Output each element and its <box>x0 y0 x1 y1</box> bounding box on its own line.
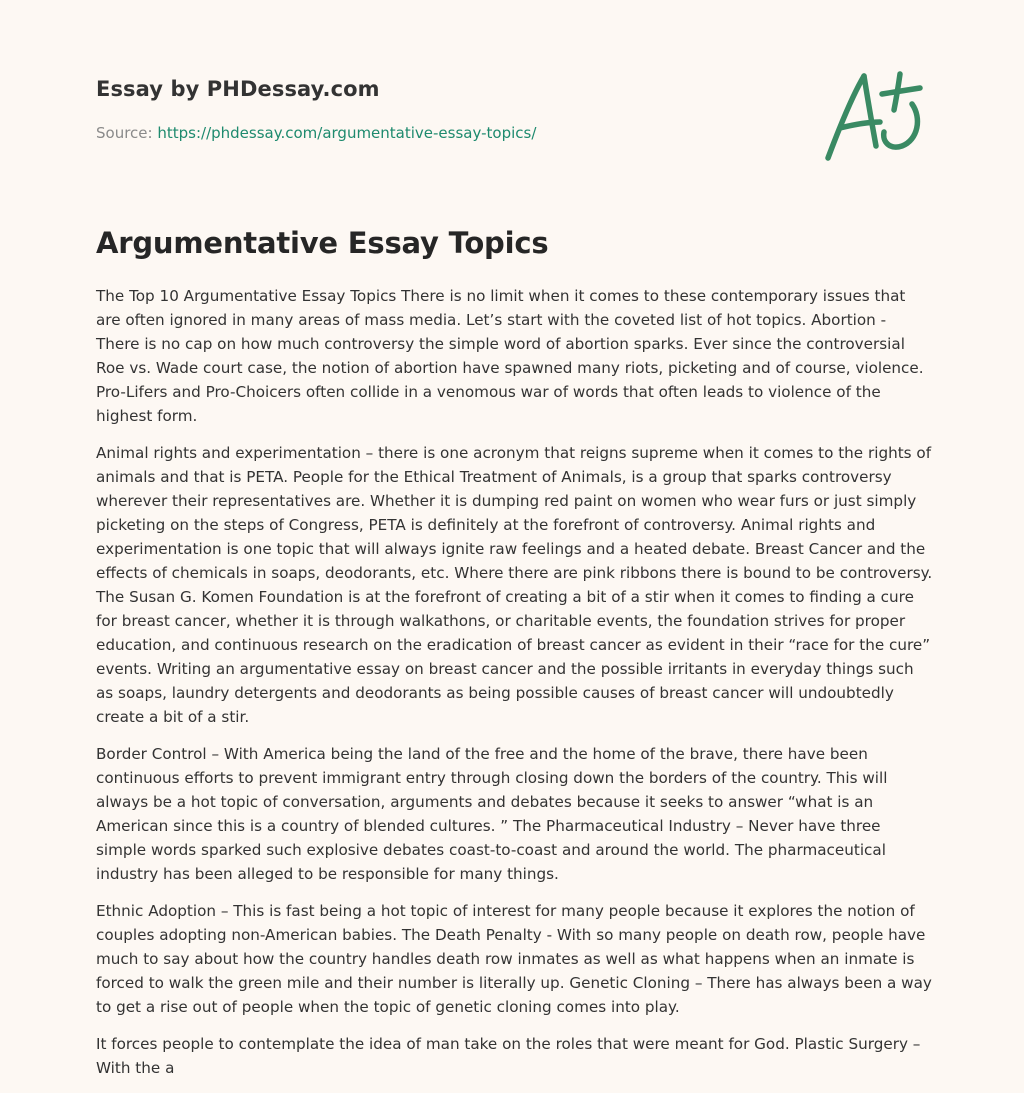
source-link[interactable]: https://phdessay.com/argumentative-essay-topics/ <box>157 124 537 142</box>
essay-paragraph: Ethnic Adoption – This is fast being a hot topic of interest for many people because it explores the notion of couples adopting non-American babies. The Death Penalty - With so many people on death row, people have much to say about how the country handles death row inmates as well as what happens when an inmate is forced to walk the green mile and their number is literally up. Genetic Cloning – There has always been a way to get a rise out of people when the topic of genetic cloning comes into play. <box>96 902 932 1016</box>
essay-paragraph: It forces people to contemplate the idea of man take on the roles that were meant for God. Plastic Surgery – With the a <box>96 1035 921 1077</box>
site-brand-title: Essay by PHDessay.com <box>96 77 380 101</box>
essay-paragraph: The Top 10 Argumentative Essay Topics There is no limit when it comes to these contemporary issues that are often ignored in many areas of mass media. Let’s start with the coveted list of hot topics. Abortion - There is no cap on how much controversy the simple word of abortion sparks. Ever since the controversial Roe vs. Wade court case, the notion of abortion have spawned many riots, picketing and of course, violence. Pro-Lifers and Pro-Choicers often collide in a venomous war of words that often leads to violence of the highest form. <box>96 287 924 425</box>
essay-title: Argumentative Essay Topics <box>96 226 549 260</box>
essay-paragraph: Border Control – With America being the land of the free and the home of the brave, there have been continuous efforts to prevent immigrant entry through closing down the borders of the country. This will always be a hot topic of conversation, arguments and debates because it seeks to answer “what is an American since this is a country of blended cultures. ” The Pharmaceutical Industry – Never have three simple words sparked such explosive debates coast-to-coast and around the world. The pharmaceutical industry has been alleged to be responsible for many things. <box>96 745 888 883</box>
source-label: Source: <box>96 124 153 142</box>
a-plus-grade-logo-icon <box>818 66 930 166</box>
essay-body <box>96 284 934 1093</box>
essay-paragraph: Animal rights and experimentation – there is one acronym that reigns supreme when it comes to the rights of animals and that is PETA. People for the Ethical Treatment of Animals, is a group that sparks controversy wherever their representatives are. Whether it is dumping red paint on women who wear furs or just simply picketing on the steps of Congress, PETA is definitely at the forefront of controversy. Animal rights and experimentation is one topic that will always ignite raw feelings and a heated debate. Breast Cancer and the effects of chemicals in soaps, deodorants, etc. Where there are pink ribbons there is bound to be controversy. The Susan G. Komen Foundation is at the forefront of creating a bit of a stir when it comes to finding a cure for breast cancer, whether it is through walkathons, or charitable events, the foundation strives for proper education, and continuous research on the eradication of breast cancer as evident in their “race for the cure” events. Writing an argumentative essay on breast cancer and the possible irritants in everyday things such as soaps, laundry detergents and deodorants as being possible causes of breast cancer will undoubtedly create a bit of a stir. <box>96 444 933 726</box>
source-line <box>96 124 536 142</box>
